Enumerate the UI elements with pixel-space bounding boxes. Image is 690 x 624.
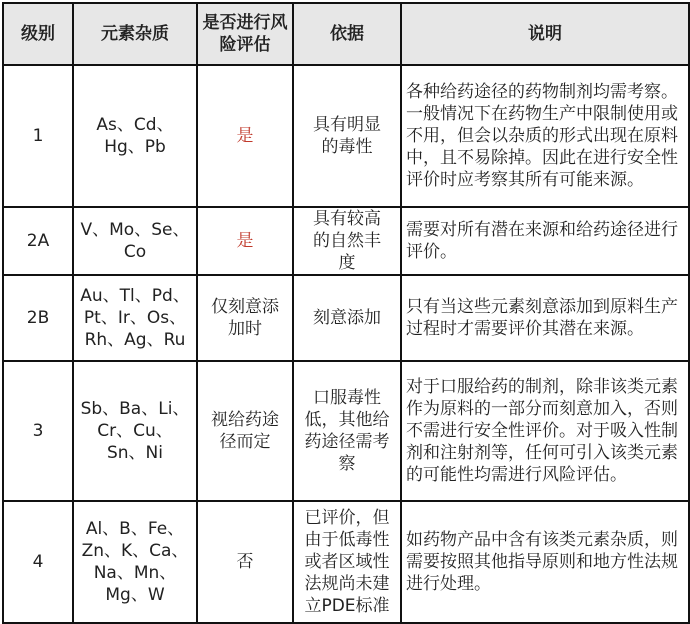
- table-row: [3, 275, 689, 361]
- row-elements: Sb、Ba、Li、Cr、Cu、Sn、Ni: [73, 361, 197, 501]
- table-row: [3, 501, 689, 623]
- row-note: 需要对所有潜在来源和给药途径进行评价。: [401, 207, 689, 275]
- table-row: [3, 207, 689, 275]
- header-assessment: 是否进行风险评估: [197, 3, 293, 65]
- row-note: 各种给药途径的药物制剂均需考察。一般情况下在药物生产中限制使用或不用，但会以杂质的形式出现在原料中，且不易除掉。因此在进行安全性评价时应考察其所有可能来源。: [401, 65, 689, 207]
- row-assessment: 否: [197, 501, 293, 623]
- row-elements: As、Cd、Hg、Pb: [73, 65, 197, 207]
- row-basis: 具有较高的自然丰度: [293, 207, 401, 275]
- row-elements: Au、Tl、Pd、Pt、Ir、Os、Rh、Ag、Ru: [73, 275, 197, 361]
- header-row: [3, 3, 689, 65]
- header-level: 级别: [3, 3, 73, 65]
- row-level: 2A: [3, 207, 73, 275]
- header-note: 说明: [401, 3, 689, 65]
- row-note: 只有当这些元素刻意添加到原料生产过程时才需要评价其潜在来源。: [401, 275, 689, 361]
- row-basis: 具有明显的毒性: [293, 65, 401, 207]
- row-level: 2B: [3, 275, 73, 361]
- row-assessment: 视给药途径而定: [197, 361, 293, 501]
- row-assessment: 仅刻意添加时: [197, 275, 293, 361]
- row-basis: 口服毒性低，其他给药途径需考察: [293, 361, 401, 501]
- header-elements: 元素杂质: [73, 3, 197, 65]
- row-assessment: 是: [197, 207, 293, 275]
- table-row: [3, 361, 689, 501]
- row-basis: 刻意添加: [293, 275, 401, 361]
- impurity-table: [2, 2, 690, 624]
- table-row: [3, 65, 689, 207]
- row-assessment: 是: [197, 65, 293, 207]
- row-level: 3: [3, 361, 73, 501]
- row-level: 4: [3, 501, 73, 623]
- row-note: 对于口服给药的制剂，除非该类元素作为原料的一部分而刻意加入，否则不需进行安全性评价。对于吸入性制剂和注射剂等，任何可引入该类元素的可能性均需进行风险评估。: [401, 361, 689, 501]
- row-note: 如药物产品中含有该类元素杂质，则需要按照其他指导原则和地方性法规进行处理。: [401, 501, 689, 623]
- row-elements: Al、B、Fe、Zn、K、Ca、Na、Mn、Mg、W: [73, 501, 197, 623]
- row-level: 1: [3, 65, 73, 207]
- row-elements: V、Mo、Se、Co: [73, 207, 197, 275]
- row-basis: 已评价，但由于低毒性或者区域性法规尚未建立PDE标准: [293, 501, 401, 623]
- header-basis: 依据: [293, 3, 401, 65]
